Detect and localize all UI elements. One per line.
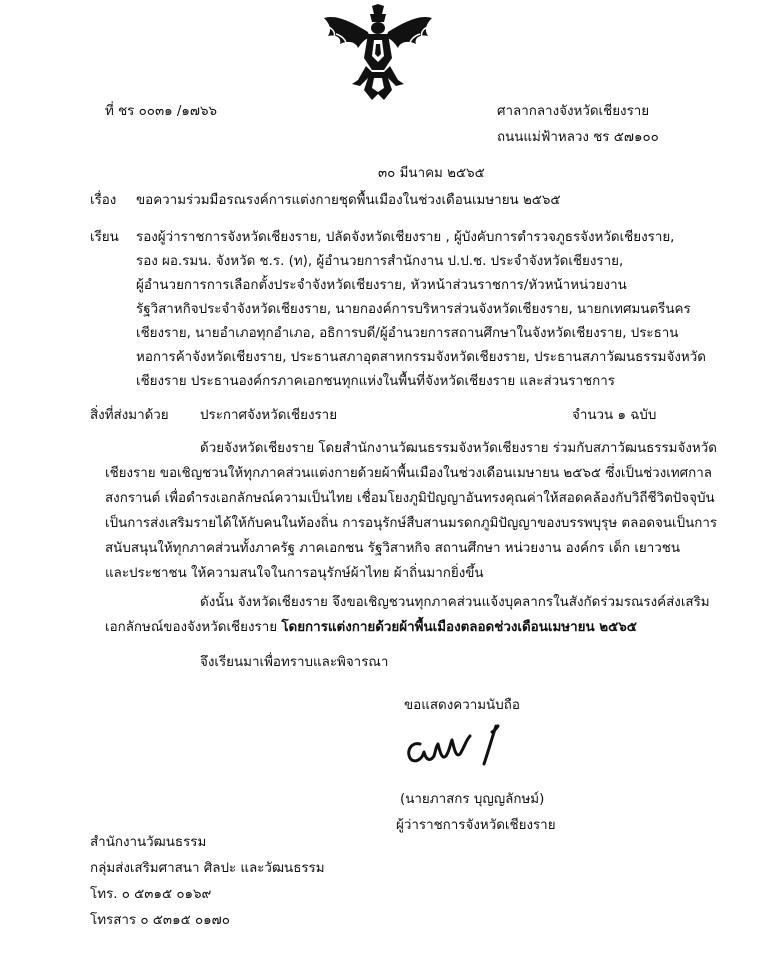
footer-phone: โทร. ๐ ๕๓๑๕ ๐๑๖๙ (90, 887, 212, 902)
recipient-line: ผู้อำนวยการการเลือกตั้งประจำจังหวัดเชียงราย, หัวหน้าส่วนราชการ/หัวหน้าหน่วยงาน (136, 278, 627, 293)
document-number: ที่ ชร ๐๐๓๑ /๑๗๖๖ (105, 104, 217, 119)
enclosure-item: ประกาศจังหวัดเชียงราย (200, 408, 338, 423)
recipient-line: เชียงราย, นายอำเภอทุกอำเภอ, อธิการบดี/ผู้อำนวยการสถานศึกษาในจังหวัดเชียงราย, ประธาน (136, 326, 679, 341)
paragraph-line: ด้วยจังหวัดเชียงราย โดยสำนักงานวัฒนธรรมจังหวัดเชียงราย ร่วมกับสภาวัฒนธรรมจังหวัด (200, 441, 717, 456)
recipient-line: เชียงราย ประธานองค์กรภาคเอกชนทุกแห่งในพื้นที่จังหวัดเชียงราย และส่วนราชการ (136, 374, 615, 389)
recipient-label: เรียน (90, 230, 119, 245)
signatory-position: ผู้ว่าราชการจังหวัดเชียงราย (396, 818, 556, 833)
paragraph-line (105, 616, 637, 637)
enclosure-label: สิ่งที่ส่งมาด้วย (90, 408, 169, 423)
signatory-name: (นายภาสกร บุญญลักษม์) (400, 792, 545, 807)
paragraph-line: สนับสนุนให้ทุกภาคส่วนทั้งภาครัฐ ภาคเอกชน รัฐวิสาหกิจ สถานศึกษา หน่วยงาน องค์กร เด็ก เยาวชน (105, 541, 681, 556)
emphasis-text: โดยการแต่งกายด้วยผ้าพื้นเมืองตลอดช่วงเดือนเมษายน ๒๕๖๕ (281, 620, 637, 635)
subject-text: ขอความร่วมมือรณรงค์การแต่งกายชุดพื้นเมืองในช่วงเดือนเมษายน ๒๕๖๕ (136, 193, 561, 208)
enclosure-quantity: จำนวน ๑ ฉบับ (572, 408, 657, 423)
paragraph-line: เชียงราย ขอเชิญชวนให้ทุกภาคส่วนแต่งกายด้วยผ้าพื้นเมืองในช่วงเดือนเมษายน ๒๕๖๕ ซึ่งเป็นช่วงเทศกาล (105, 466, 712, 481)
paragraph-line: เป็นการส่งเสริมรายได้ให้กับคนในท้องถิ่น การอนุรักษ์สืบสานมรดกภูมิปัญญาของบรรพบุรุษ ตลอดจนเป็นการ (105, 516, 718, 531)
garuda-emblem-icon (322, 4, 434, 102)
closing-request: จึงเรียนมาเพื่อทราบและพิจารณา (200, 655, 389, 670)
footer-fax: โทรสาร ๐ ๕๓๑๕ ๐๑๗๐ (90, 913, 230, 928)
recipient-line: หอการค้าจังหวัดเชียงราย, ประธานสภาอุตสาหกรรมจังหวัดเชียงราย, ประธานสภาวัฒนธรรมจังหวัด (136, 350, 706, 365)
footer-division: กลุ่มส่งเสริมศาสนา ศิลปะ และวัฒนธรรม (90, 861, 325, 876)
recipient-line: รอง ผอ.รมน. จังหวัด ช.ร. (ท), ผู้อำนวยการสำนักงาน ป.ป.ช. ประจำจังหวัดเชียงราย, (136, 254, 624, 269)
handwritten-signature (400, 720, 530, 780)
paragraph-text: เอกลักษณ์ของจังหวัดเชียงราย (105, 620, 282, 635)
office-address-line: ถนนแม่ฟ้าหลวง ชร ๕๗๑๐๐ (497, 130, 659, 145)
closing-salutation: ขอแสดงความนับถือ (404, 698, 520, 713)
recipient-line: รัฐวิสาหกิจประจำจังหวัดเชียงราย, นายกองค์การบริหารส่วนจังหวัดเชียงราย, นายกเทศมนตรีนคร (136, 302, 691, 317)
office-address-line: ศาลากลางจังหวัดเชียงราย (497, 104, 650, 119)
document-date: ๓๐ มีนาคม ๒๕๖๕ (378, 166, 485, 181)
paragraph-line: สงกรานต์ เพื่อดำรงเอกลักษณ์ความเป็นไทย เชื่อมโยงภูมิปัญญาอันทรงคุณค่าให้สอดคล้องกับวิถีชีวิตปัจจุบัน (105, 491, 715, 506)
footer-department: สำนักงานวัฒนธรรม (90, 835, 207, 850)
paragraph-line: และประชาชน ให้ความสนใจในการอนุรักษ์ผ้าไทย ผ้าถิ่นมากยิ่งขึ้น (105, 566, 484, 581)
recipient-line: รองผู้ว่าราชการจังหวัดเชียงราย, ปลัดจังหวัดเชียงราย , ผู้บังคับการตำรวจภูธรจังหวัดเชียงราย, (136, 230, 675, 245)
paragraph-line: ดังนั้น จังหวัดเชียงราย จึงขอเชิญชวนทุกภาคส่วนแจ้งบุคลากรในสังกัดร่วมรณรงค์ส่งเสริม (200, 595, 710, 610)
subject-label: เรื่อง (90, 193, 117, 208)
